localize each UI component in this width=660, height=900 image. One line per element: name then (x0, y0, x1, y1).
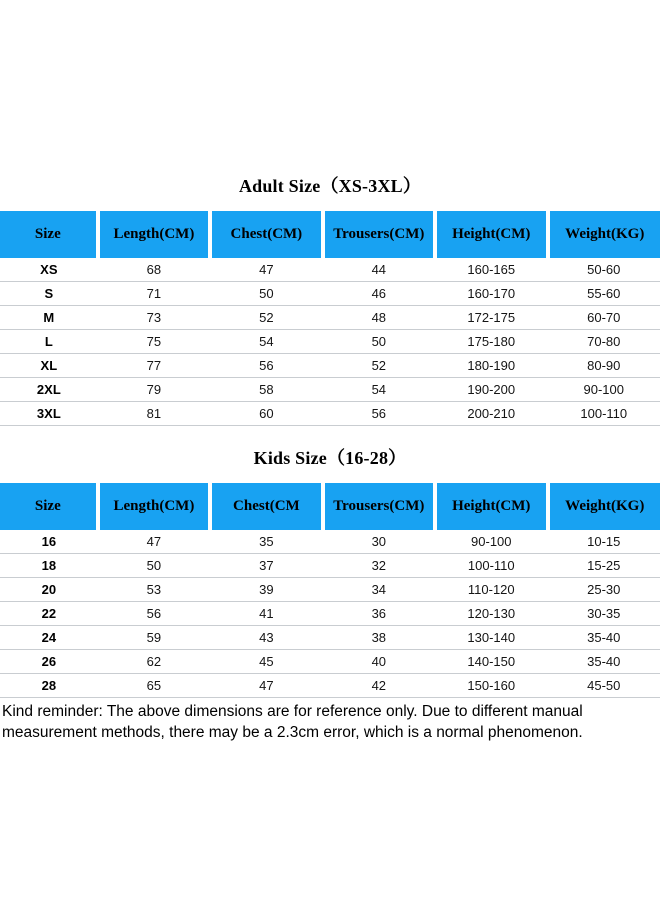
table-row (0, 530, 660, 554)
value-cell: 40 (323, 650, 435, 674)
value-cell: 44 (323, 258, 435, 282)
size-cell: XS (0, 258, 98, 282)
kids-table-body (0, 530, 660, 698)
value-cell: 25-30 (548, 578, 660, 602)
adult-size-table (0, 211, 660, 426)
size-cell: 20 (0, 578, 98, 602)
value-cell: 172-175 (435, 306, 547, 330)
value-cell: 32 (323, 554, 435, 578)
table-row (0, 306, 660, 330)
adult-table-body (0, 258, 660, 426)
value-cell: 140-150 (435, 650, 547, 674)
value-cell: 35-40 (548, 650, 660, 674)
size-cell: M (0, 306, 98, 330)
value-cell: 50 (210, 282, 322, 306)
value-cell: 175-180 (435, 330, 547, 354)
size-cell: XL (0, 354, 98, 378)
size-cell: L (0, 330, 98, 354)
value-cell: 120-130 (435, 602, 547, 626)
value-cell: 160-170 (435, 282, 547, 306)
value-cell: 39 (210, 578, 322, 602)
value-cell: 150-160 (435, 674, 547, 698)
table-row (0, 650, 660, 674)
top-whitespace (0, 0, 660, 172)
value-cell: 42 (323, 674, 435, 698)
column-header: Weight(KG) (548, 483, 660, 530)
table-row (0, 578, 660, 602)
value-cell: 56 (210, 354, 322, 378)
value-cell: 52 (323, 354, 435, 378)
value-cell: 50-60 (548, 258, 660, 282)
value-cell: 45 (210, 650, 322, 674)
column-header: Trousers(CM) (323, 211, 435, 258)
table-row (0, 554, 660, 578)
size-cell: 24 (0, 626, 98, 650)
value-cell: 190-200 (435, 378, 547, 402)
value-cell: 77 (98, 354, 210, 378)
column-header: Size (0, 211, 98, 258)
column-header: Height(CM) (435, 483, 547, 530)
value-cell: 54 (323, 378, 435, 402)
value-cell: 52 (210, 306, 322, 330)
value-cell: 50 (98, 554, 210, 578)
value-cell: 130-140 (435, 626, 547, 650)
size-cell: 16 (0, 530, 98, 554)
value-cell: 180-190 (435, 354, 547, 378)
size-cell: 28 (0, 674, 98, 698)
value-cell: 37 (210, 554, 322, 578)
column-header: Length(CM) (98, 211, 210, 258)
value-cell: 56 (323, 402, 435, 426)
value-cell: 200-210 (435, 402, 547, 426)
value-cell: 81 (98, 402, 210, 426)
value-cell: 62 (98, 650, 210, 674)
value-cell: 35 (210, 530, 322, 554)
value-cell: 65 (98, 674, 210, 698)
value-cell: 79 (98, 378, 210, 402)
size-cell: 26 (0, 650, 98, 674)
value-cell: 30 (323, 530, 435, 554)
value-cell: 48 (323, 306, 435, 330)
column-header: Size (0, 483, 98, 530)
value-cell: 41 (210, 602, 322, 626)
value-cell: 60-70 (548, 306, 660, 330)
size-cell: 3XL (0, 402, 98, 426)
value-cell: 45-50 (548, 674, 660, 698)
value-cell: 90-100 (548, 378, 660, 402)
table-row (0, 258, 660, 282)
table-row (0, 402, 660, 426)
value-cell: 36 (323, 602, 435, 626)
table-row (0, 602, 660, 626)
value-cell: 58 (210, 378, 322, 402)
value-cell: 160-165 (435, 258, 547, 282)
value-cell: 47 (210, 674, 322, 698)
kids-table-header (0, 483, 660, 530)
value-cell: 35-40 (548, 626, 660, 650)
kids-size-title: Kids Size（16-28） (253, 448, 407, 468)
value-cell: 80-90 (548, 354, 660, 378)
value-cell: 100-110 (548, 402, 660, 426)
value-cell: 70-80 (548, 330, 660, 354)
value-cell: 34 (323, 578, 435, 602)
value-cell: 47 (98, 530, 210, 554)
table-row (0, 378, 660, 402)
value-cell: 46 (323, 282, 435, 306)
adult-table-header (0, 211, 660, 258)
reminder-note: Kind reminder: The above dimensions are for reference only. Due to different manual measurement methods, there may be a 2.3cm error, which is a normal phenomenon. (2, 703, 583, 741)
value-cell: 53 (98, 578, 210, 602)
value-cell: 56 (98, 602, 210, 626)
column-header: Weight(KG) (548, 211, 660, 258)
kids-size-table (0, 483, 660, 698)
value-cell: 60 (210, 402, 322, 426)
value-cell: 55-60 (548, 282, 660, 306)
value-cell: 10-15 (548, 530, 660, 554)
value-cell: 38 (323, 626, 435, 650)
size-cell: S (0, 282, 98, 306)
value-cell: 30-35 (548, 602, 660, 626)
value-cell: 68 (98, 258, 210, 282)
value-cell: 71 (98, 282, 210, 306)
value-cell: 90-100 (435, 530, 547, 554)
value-cell: 47 (210, 258, 322, 282)
table-row (0, 354, 660, 378)
table-row (0, 282, 660, 306)
table-row (0, 674, 660, 698)
column-header: Height(CM) (435, 211, 547, 258)
table-row (0, 626, 660, 650)
column-header: Trousers(CM) (323, 483, 435, 530)
value-cell: 43 (210, 626, 322, 650)
value-cell: 110-120 (435, 578, 547, 602)
value-cell: 73 (98, 306, 210, 330)
column-header: Chest(CM) (210, 211, 322, 258)
column-header: Chest(CM (210, 483, 322, 530)
column-header: Length(CM) (98, 483, 210, 530)
value-cell: 50 (323, 330, 435, 354)
size-cell: 18 (0, 554, 98, 578)
adult-size-title: Adult Size（XS-3XL） (238, 176, 422, 196)
value-cell: 59 (98, 626, 210, 650)
value-cell: 100-110 (435, 554, 547, 578)
value-cell: 15-25 (548, 554, 660, 578)
size-cell: 2XL (0, 378, 98, 402)
table-row (0, 330, 660, 354)
value-cell: 75 (98, 330, 210, 354)
size-cell: 22 (0, 602, 98, 626)
value-cell: 54 (210, 330, 322, 354)
